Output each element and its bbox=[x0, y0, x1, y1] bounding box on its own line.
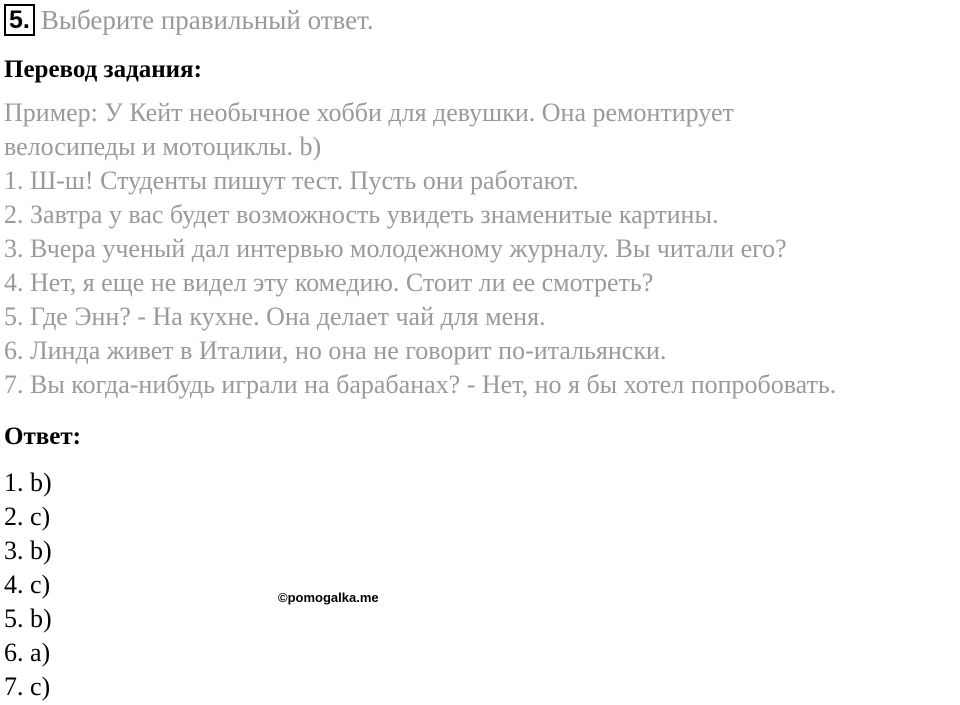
answer-item-3: 3. b) bbox=[4, 536, 52, 565]
translation-line-3: 3. Вчера ученый дал интервью молодежному журналу. Вы читали его? bbox=[4, 234, 787, 263]
answer-heading: Ответ: bbox=[4, 423, 81, 450]
answer-item-6: 6. a) bbox=[4, 638, 51, 667]
answer-item-7: 7. c) bbox=[4, 672, 51, 701]
task-instruction: Выберите правильный ответ. bbox=[40, 5, 374, 35]
translation-line-4: 4. Нет, я еще не видел эту комедию. Стоит ли ее смотреть? bbox=[4, 268, 654, 297]
translation-line-6: 6. Линда живет в Италии, но она не говорит по-итальянски. bbox=[4, 336, 667, 365]
answer-item-5: 5. b) bbox=[4, 604, 52, 633]
answer-item-4: 4. c) bbox=[4, 570, 51, 599]
translation-line-5: 5. Где Энн? - На кухне. Она делает чай для меня. bbox=[4, 302, 546, 331]
task-header bbox=[4, 2, 374, 38]
watermark: ©pomogalka.me bbox=[278, 590, 379, 605]
task-number: 5. bbox=[4, 4, 35, 36]
translation-line-example-cont: велосипеды и мотоциклы. b) bbox=[4, 132, 322, 161]
answer-item-2: 2. c) bbox=[4, 502, 51, 531]
answer-item-1: 1. b) bbox=[4, 468, 52, 497]
translation-line-2: 2. Завтра у вас будет возможность увидеть знаменитые картины. bbox=[4, 200, 719, 229]
translation-line-1: 1. Ш-ш! Студенты пишут тест. Пусть они работают. bbox=[4, 166, 579, 195]
translation-block bbox=[4, 96, 954, 402]
translation-line-7: 7. Вы когда-нибудь играли на барабанах? - Нет, но я бы хотел попробовать. bbox=[4, 370, 837, 399]
answer-list bbox=[4, 466, 52, 704]
translation-heading: Перевод задания: bbox=[4, 56, 202, 83]
translation-line-example: Пример: У Кейт необычное хобби для девушки. Она ремонтирует bbox=[4, 98, 734, 127]
